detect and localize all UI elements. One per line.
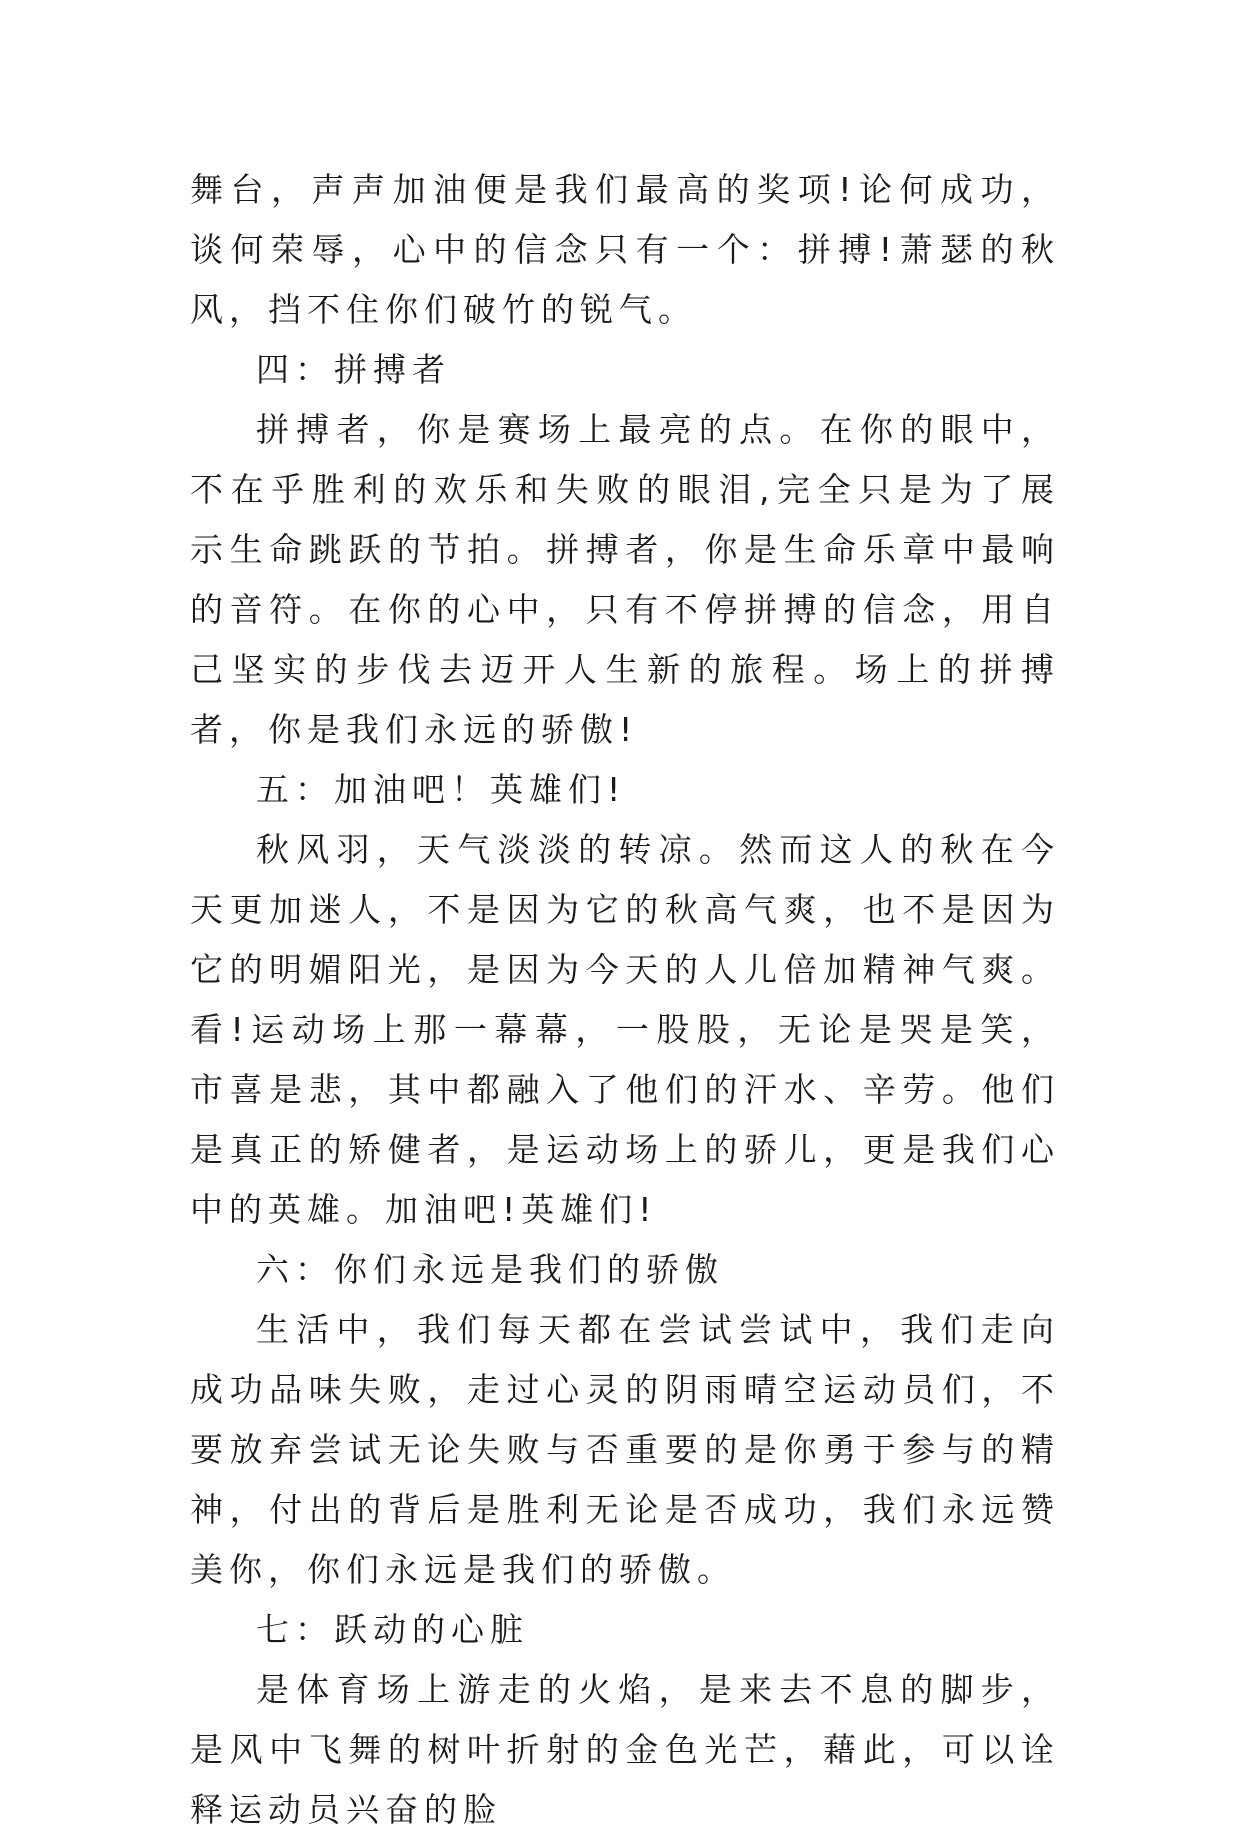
paragraph-continuation: 舞台，声声加油便是我们最高的奖项!论何成功，谈何荣辱，心中的信念只有一个：拼搏!萧瑟的秋风，挡不住你们破竹的锐气。 (190, 170, 1060, 329)
section-heading-5: 五：加油吧！英雄们! (256, 770, 627, 809)
paragraph-section-7: 是体育场上游走的火焰，是来去不息的脚步，是风中飞舞的树叶折射的金色光芒，藉此，可以诠释运动员兴奋的脸 (190, 1670, 1060, 1829)
paragraph-section-4: 拼搏者，你是赛场上最亮的点。在你的眼中，不在乎胜利的欢乐和失败的眼泪,完全只是为了展示生命跳跃的节拍。拼搏者，你是生命乐章中最响的音符。在你的心中，只有不停拼搏的信念，用自己坚实的步伐去迈开人生新的旅程。场上的拼搏者，你是我们永远的骄傲! (190, 410, 1060, 749)
paragraph-section-5: 秋风羽，天气淡淡的转凉。然而这人的秋在今天更加迷人，不是因为它的秋高气爽，也不是因为它的明媚阳光，是因为今天的人儿倍加精神气爽。看!运动场上那一幕幕，一股股，无论是哭是笑，市喜是悲，其中都融入了他们的汗水、辛劳。他们是真正的矫健者，是运动场上的骄儿，更是我们心中的英雄。加油吧!英雄们! (190, 830, 1060, 1229)
document-body (190, 160, 1060, 1840)
section-heading-7: 七：跃动的心脏 (256, 1610, 529, 1649)
paragraph-section-6: 生活中，我们每天都在尝试尝试中，我们走向成功品味失败，走过心灵的阴雨晴空运动员们，不要放弃尝试无论失败与否重要的是你勇于参与的精神，付出的背后是胜利无论是否成功，我们永远赞美你，你们永远是我们的骄傲。 (190, 1310, 1060, 1589)
section-heading-4: 四：拼搏者 (256, 350, 451, 389)
section-heading-6: 六：你们永远是我们的骄傲 (256, 1250, 724, 1289)
